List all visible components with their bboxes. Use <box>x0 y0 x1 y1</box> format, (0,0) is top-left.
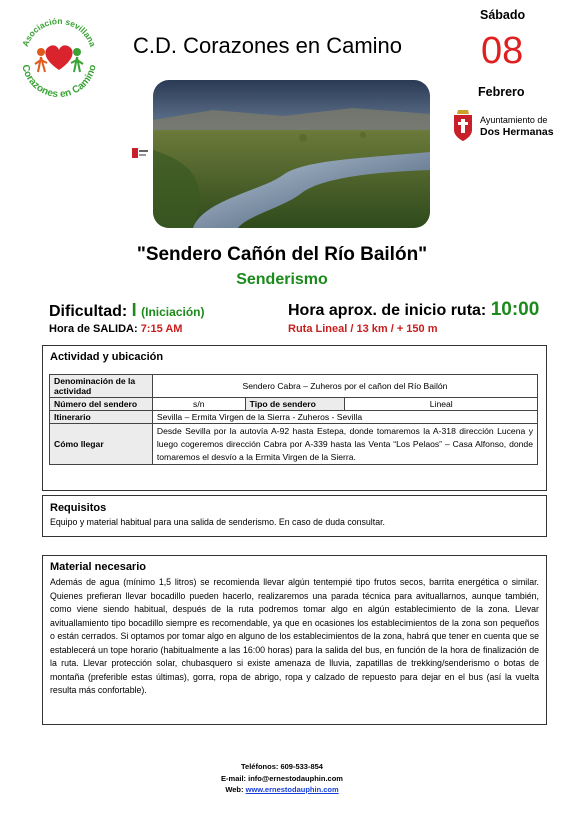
route-title: "Sendero Cañón del Río Bailón" <box>136 244 428 265</box>
itinerary-label: Itinerario <box>50 411 153 424</box>
route-info: Ruta Lineal / 13 km / + 150 m <box>288 323 438 335</box>
requirements-heading: Requisitos <box>50 502 107 514</box>
how-to-get-value: Desde Sevilla por la autovía A-92 hasta Estepa, donde tomaremos la A-318 dirección Lucena y luego cogeremos dirección Cabra por A-339 hasta las Venta “Los Pelaos” – Casa Alfonso, donde tomaremos el desvío a la Ermita Virgen de la Sierra. <box>152 424 537 465</box>
itinerary-value: Sevilla – Ermita Virgen de la Sierra - Zuheros - Sevilla <box>152 411 537 424</box>
logo-text-top: Asociación sevillana <box>19 15 99 49</box>
web-label: Web: <box>225 785 244 794</box>
activity-table <box>49 374 538 465</box>
difficulty-row <box>49 300 204 321</box>
contact-phone: Teléfonos: 609-533-854 <box>241 762 323 771</box>
requirements-text: Equipo y material habitual para una salida de senderismo. En caso de duda consultar. <box>50 517 385 527</box>
difficulty-label: Dificultad: <box>49 303 128 320</box>
departure-label: Hora de SALIDA: <box>49 323 138 335</box>
organization-title: C.D. Corazones en Camino <box>133 33 403 58</box>
activity-heading: Actividad y ubicación <box>50 351 164 363</box>
landscape-photo <box>153 80 430 228</box>
town-hall-label: Ayuntamiento de <box>480 115 548 125</box>
contact-web <box>0 784 564 796</box>
table-row <box>50 375 538 398</box>
event-month: Febrero <box>478 85 525 99</box>
town-hall-name: Dos Hermanas <box>480 126 554 138</box>
contact-email: E-mail: info@ernestodauphin.com <box>221 773 343 783</box>
activity-name-label: Denominación de la actividad <box>50 375 153 398</box>
trail-type-label: Tipo de sendero <box>245 398 345 411</box>
trail-type-value: Lineal <box>345 398 538 411</box>
trail-number-value: s/n <box>152 398 245 411</box>
departure-time: 7:15 AM <box>140 323 183 335</box>
start-time-row <box>288 299 539 321</box>
material-section <box>42 555 547 725</box>
event-day-number: 08 <box>481 30 524 72</box>
departure-row <box>49 323 182 335</box>
logo-text-bottom: Corazones en Camino <box>19 63 99 100</box>
start-time-value: 10:00 <box>490 299 540 320</box>
material-text: Además de agua (mínimo 1,5 litros) se recomienda llevar algún tentempié tipo frutos secos, barrita energética o similar. Quienes prefieran llevar bocadillo pueden hacerlo, realizaremos una parada técnica para avituallarnos, aunque también, como viene siendo habitual, después de la ruta podremos tomar algo en algún establecimiento de la zona. Llevar avituallamiento tipo bocadillo siempre es recomendable, ya que en ocasiones los establecimientos de la zona son pequeños o están cerrados. Si optamos por tomar algo en alguno de los establecimientos de la zona, habrá que tener en cuenta que se establecerá un tope horario (habitualmente a las 16:00 horas) para la salida del bus, en función de la hora de finalización de la ruta. Llevar protección solar, chubasquero si existe amenaza de lluvia, zapatillas de trekking/senderismo o botas de montaña (preferible estas últimas), gorra, ropa de abrigo, ropa y calzado de repuesto para dejar en el bus (así la vuelta resulta más confortable). <box>50 577 539 695</box>
table-row <box>50 398 538 411</box>
difficulty-note: (Iniciación) <box>141 305 205 319</box>
material-heading: Material necesario <box>50 561 146 573</box>
event-day-name: Sábado <box>480 8 526 22</box>
small-emblem-icon <box>132 146 148 158</box>
trail-number-label: Número del sendero <box>50 398 153 411</box>
how-to-get-label: Cómo llegar <box>50 424 153 465</box>
association-logo <box>14 10 104 100</box>
activity-name-value: Sendero Cabra – Zuheros por el cañon del Río Bailón <box>152 375 537 398</box>
web-link[interactable]: www.ernestodauphin.com <box>245 785 339 794</box>
table-row <box>50 411 538 424</box>
contact-footer <box>0 761 564 796</box>
activity-section <box>42 345 547 491</box>
table-row <box>50 424 538 465</box>
difficulty-value: I <box>131 300 137 320</box>
start-time-label: Hora aprox. de inicio ruta: <box>288 302 487 319</box>
activity-type: Senderismo <box>236 271 328 288</box>
requirements-section <box>42 495 547 537</box>
svg-text:Asociación sevillana <box>20 16 98 48</box>
town-hall-shield-icon <box>452 110 474 142</box>
